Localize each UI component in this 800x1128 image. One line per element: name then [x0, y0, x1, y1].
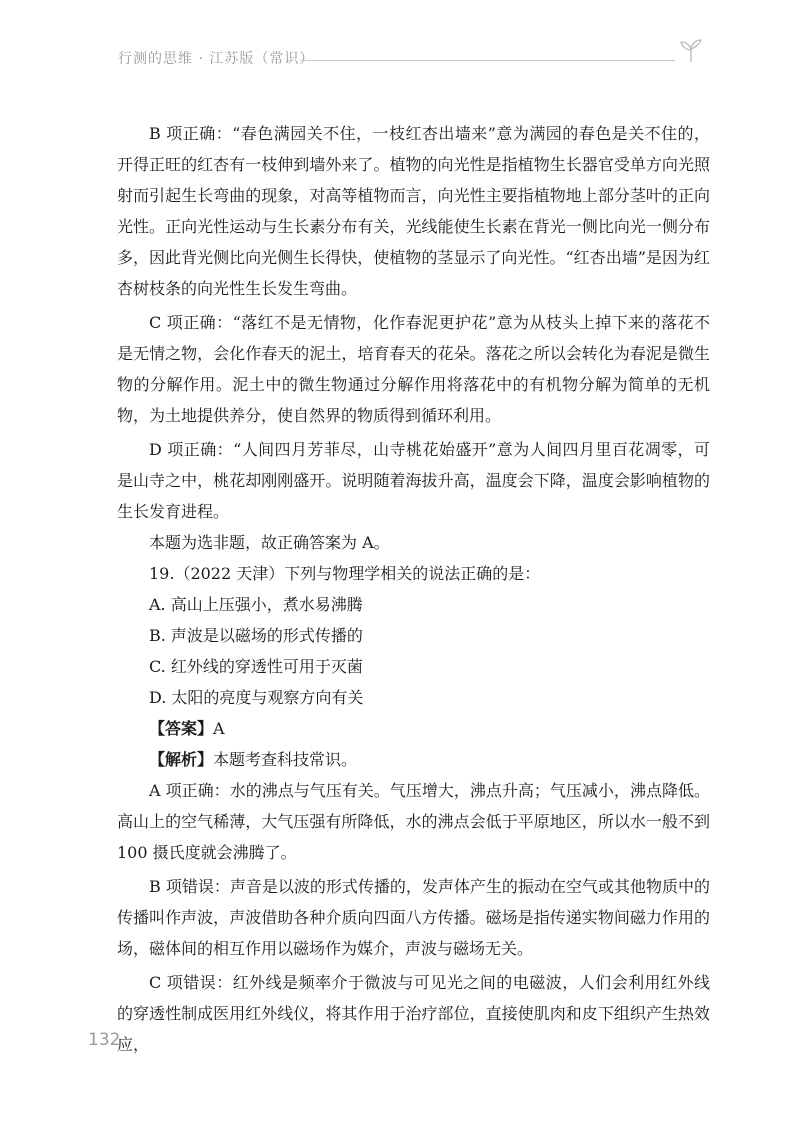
- header-rule: [300, 60, 675, 61]
- question-stem: 19.（2022 天津）下列与物理学相关的说法正确的是：: [149, 564, 541, 583]
- analysis-text: 本题考查科技常识。: [213, 750, 358, 769]
- sprout-icon: [678, 38, 704, 64]
- conclusion-text: 本题为选非题，故正确答案为 A。: [149, 533, 390, 552]
- paragraph-option-b-explanation: B 项正确：“春色满园关不住，一枝红杏出墙来”意为满园的春色是关不住的，开得正旺的红杏有一枝伸到墙外来了。植物的向光性是指植物生长器官受单方向光照射而引起生长弯曲的现象，对高等植物而言，向光性主要指植物地上部分茎叶的正向光性。正向光性运动与生长素分布有关，光线能使生长素在背光一侧比向光一侧分布多，因此背光侧比向光侧生长得快，使植物的茎显示了向光性。“红杏出墙”是因为红杏树枝条的向光性生长发生弯曲。: [117, 124, 710, 298]
- running-title: 行测的思维 · 江苏版（常识）: [118, 51, 315, 67]
- option-a: A. 高山上压强小，煮水易沸腾: [149, 595, 363, 614]
- analysis-line: [117, 744, 710, 775]
- answer-label: 【答案】: [149, 719, 214, 738]
- page-number: 132: [88, 1030, 121, 1050]
- paragraph-answer-b-explanation: B 项错误：声音是以波的形式传播的，发声体产生的振动在空气或其他物质中的传播叫作声波，声波借助各种介质向四面八方传播。磁场是指传递实物间磁力作用的场，磁体间的相互作用以磁场作为媒介，声波与磁场无关。: [117, 877, 710, 958]
- paragraph-answer-a-explanation: A 项正确：水的沸点与气压有关。气压增大，沸点升高；气压减小，沸点降低。高山上的空气稀薄，大气压强有所降低，水的沸点会低于平原地区，所以水一般不到 100 摄氏度就会沸腾了。: [117, 781, 710, 862]
- option-b: B. 声波是以磁场的形式传播的: [149, 626, 363, 645]
- paragraph-answer-c-explanation: C 项错误：红外线是频率介于微波与可见光之间的电磁波，人们会利用红外线的穿透性制成医用红外线仪，将其作用于治疗部位，直接使肌肉和皮下组织产生热效应，: [117, 973, 710, 1054]
- answer-value: A: [213, 719, 225, 738]
- analysis-label: 【解析】: [149, 750, 214, 769]
- paragraph-option-d-explanation: D 项正确：“人间四月芳菲尽，山寺桃花始盛开”意为人间四月里百花凋零，可是山寺之中，桃花却刚刚盛开。说明随着海拔升高，温度会下降，温度会影响植物的生长发育进程。: [117, 440, 710, 521]
- option-d: D. 太阳的亮度与观察方向有关: [149, 688, 364, 707]
- option-c: C. 红外线的穿透性可用于灭菌: [149, 657, 363, 676]
- main-content: [117, 118, 710, 1060]
- answer-line: [117, 713, 710, 744]
- paragraph-option-c-explanation: C 项正确：“落红不是无情物，化作春泥更护花”意为从枝头上掉下来的落花不是无情之物，会化作春天的泥土，培育春天的花朵。落花之所以会转化为春泥是微生物的分解作用。泥土中的微生物通过分解作用将落花中的有机物分解为简单的无机物，为土地提供养分，使自然界的物质得到循环利用。: [117, 313, 710, 425]
